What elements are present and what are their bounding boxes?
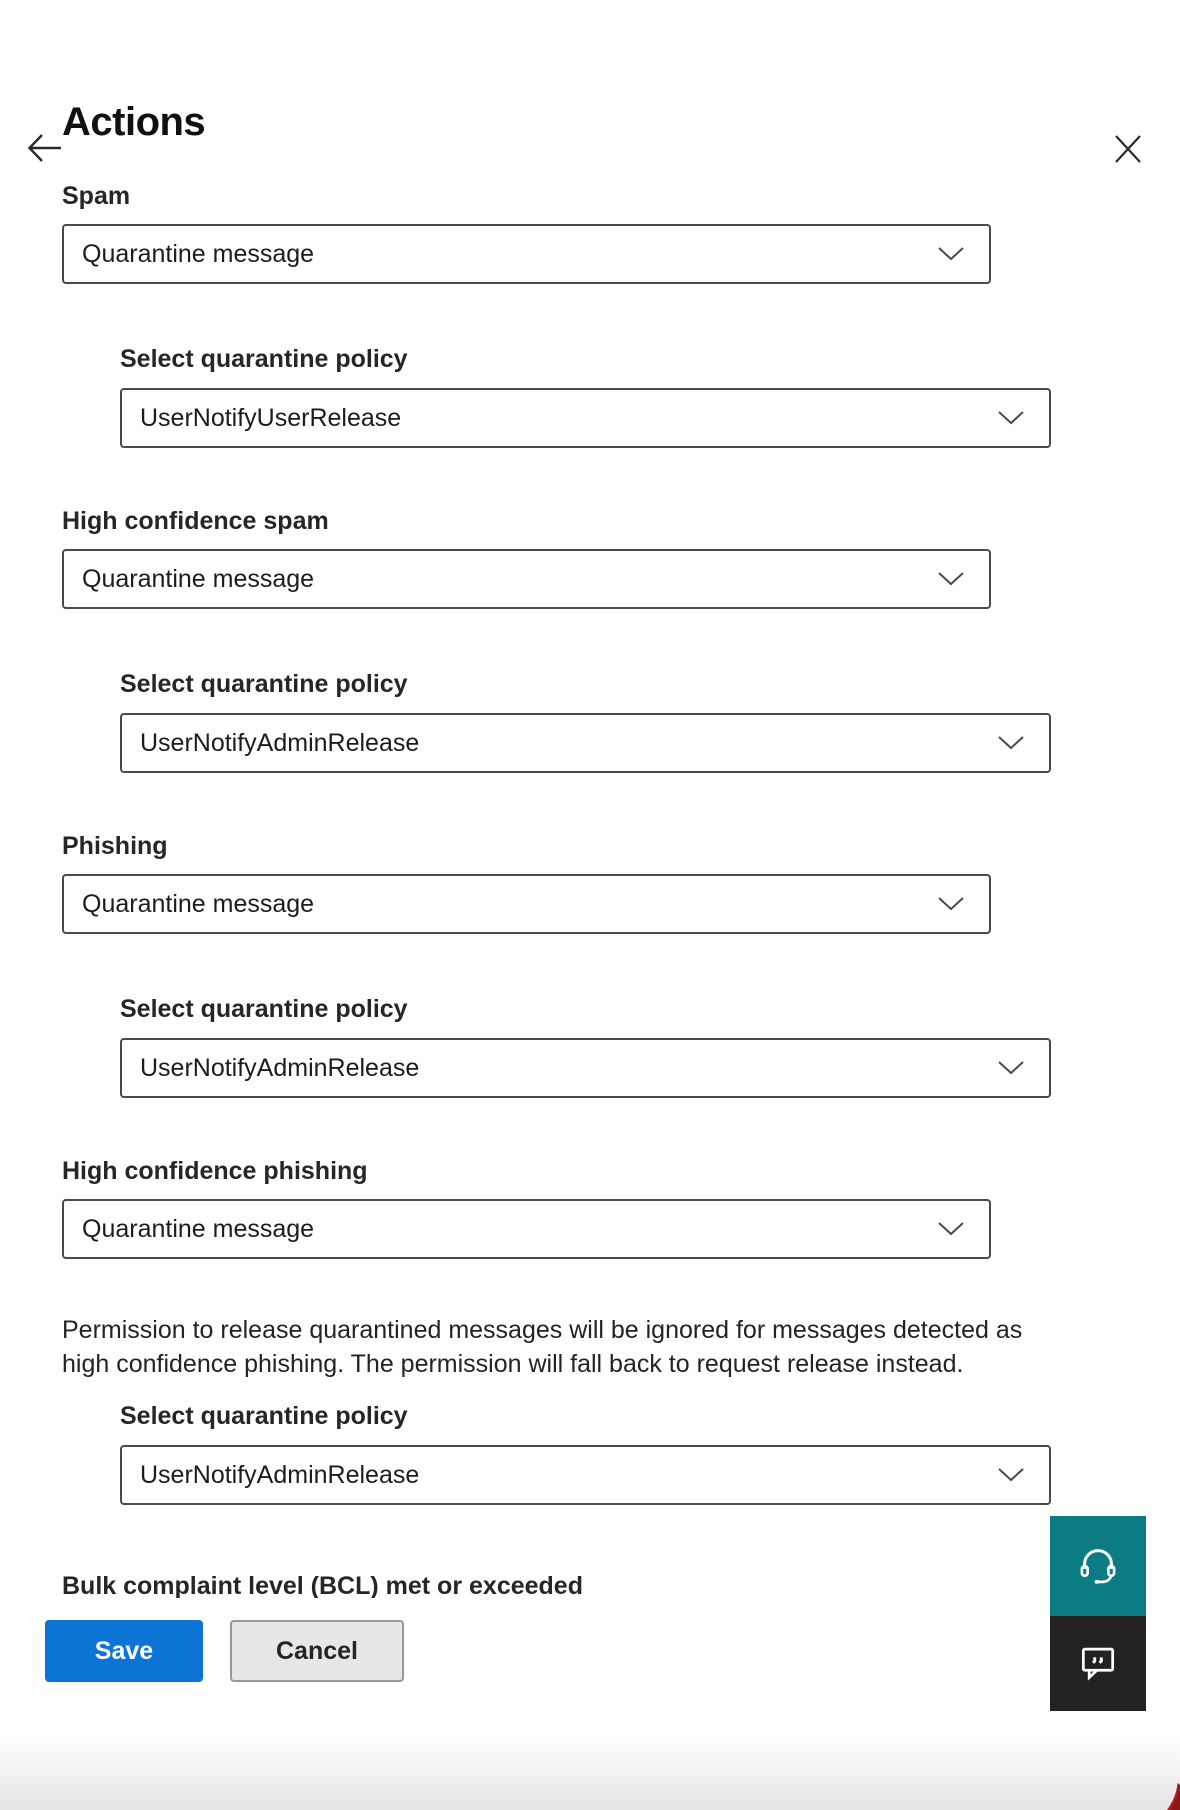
help-support-button[interactable] (1050, 1516, 1146, 1616)
chevron-down-icon (997, 1060, 1025, 1076)
close-icon (1112, 153, 1144, 168)
footer-actions (45, 1620, 1118, 1682)
spam-action-dropdown[interactable] (62, 224, 991, 284)
high-confidence-phishing-policy-label: Select quarantine policy (120, 1402, 408, 1430)
back-arrow-icon (26, 154, 64, 169)
high-confidence-spam-policy-value: UserNotifyAdminRelease (140, 728, 420, 757)
high-confidence-phishing-policy-dropdown[interactable] (120, 1445, 1051, 1505)
high-confidence-phishing-action-value: Quarantine message (82, 1214, 315, 1243)
chevron-down-icon (997, 1467, 1025, 1483)
phishing-policy-dropdown[interactable] (120, 1038, 1051, 1098)
actions-panel (0, 100, 1180, 1682)
headset-icon (1075, 1542, 1121, 1591)
feedback-button[interactable] (1050, 1616, 1146, 1711)
corner-red-shape (1164, 1782, 1180, 1810)
spam-policy-value: UserNotifyUserRelease (140, 403, 402, 432)
spam-policy-dropdown[interactable] (120, 388, 1051, 448)
high-confidence-phishing-action-dropdown[interactable] (62, 1199, 991, 1259)
chat-feedback-icon (1076, 1640, 1120, 1687)
chevron-down-icon (937, 1221, 965, 1237)
phishing-action-dropdown[interactable] (62, 874, 991, 934)
phishing-policy-label: Select quarantine policy (120, 995, 408, 1023)
back-button[interactable] (26, 130, 64, 166)
bottom-gradient (0, 1735, 1180, 1810)
high-confidence-phishing-policy-value: UserNotifyAdminRelease (140, 1460, 420, 1489)
spam-policy-label: Select quarantine policy (120, 345, 408, 373)
chevron-down-icon (937, 571, 965, 587)
page-title: Actions (62, 100, 206, 144)
cancel-button[interactable]: Cancel (230, 1620, 404, 1682)
high-confidence-spam-policy-label: Select quarantine policy (120, 670, 408, 698)
section-label-high-confidence-spam: High confidence spam (62, 507, 329, 535)
high-confidence-spam-action-value: Quarantine message (82, 564, 315, 593)
section-label-phishing: Phishing (62, 832, 168, 860)
high-confidence-spam-action-dropdown[interactable] (62, 549, 991, 609)
high-confidence-phishing-note: Permission to release quarantined messages will be ignored for messages detected as high confidence phishing. The permission will fall back to request release instead. (62, 1316, 1023, 1378)
save-button[interactable]: Save (45, 1620, 203, 1682)
chevron-down-icon (937, 246, 965, 262)
chevron-down-icon (937, 896, 965, 912)
phishing-policy-value: UserNotifyAdminRelease (140, 1053, 420, 1082)
clipped-section-heading-wrap (62, 1568, 1118, 1598)
high-confidence-spam-policy-dropdown[interactable] (120, 713, 1051, 773)
spam-action-value: Quarantine message (82, 239, 315, 268)
chevron-down-icon (997, 410, 1025, 426)
phishing-action-value: Quarantine message (82, 889, 315, 918)
close-button[interactable] (1110, 132, 1146, 166)
chevron-down-icon (997, 735, 1025, 751)
section-label-high-confidence-phishing: High confidence phishing (62, 1157, 368, 1185)
section-label-spam: Spam (62, 182, 131, 210)
section-label-bulk-complaint-level: Bulk complaint level (BCL) met or exceeded (62, 1572, 583, 1598)
